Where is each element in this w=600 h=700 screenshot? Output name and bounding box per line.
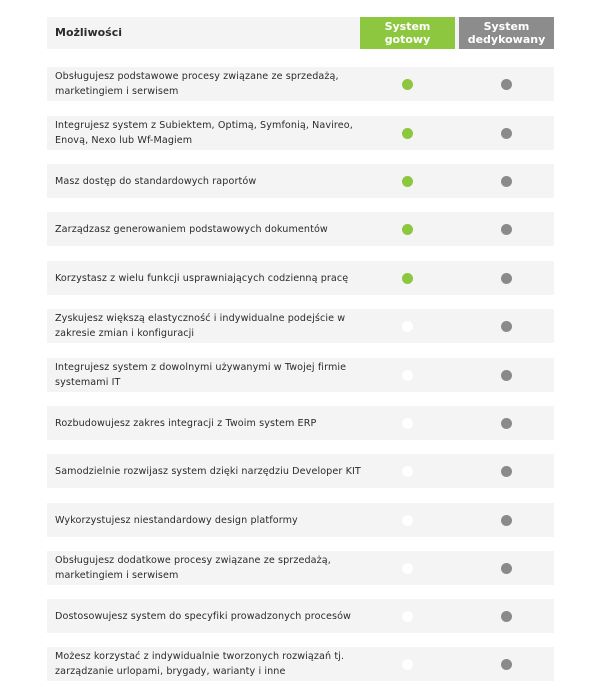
system-dedykowany-indicator <box>501 466 512 477</box>
table-row <box>47 503 554 537</box>
header-label: Możliwości <box>55 26 123 39</box>
column-header-line: System <box>384 20 431 33</box>
table-row <box>47 67 554 101</box>
system-gotowy-indicator <box>402 563 413 574</box>
table-row <box>47 599 554 633</box>
table-row <box>47 406 554 440</box>
system-dedykowany-indicator <box>501 659 512 670</box>
system-dedykowany-indicator <box>501 370 512 381</box>
system-gotowy-indicator <box>402 418 413 429</box>
table-row <box>47 164 554 198</box>
feature-text: Samodzielnie rozwijasz system dzięki narzędziu Developer KIT <box>55 465 361 477</box>
system-dedykowany-indicator <box>501 321 512 332</box>
system-dedykowany-indicator <box>501 563 512 574</box>
system-gotowy-indicator <box>402 659 413 670</box>
system-dedykowany-indicator <box>501 176 512 187</box>
system-gotowy-indicator <box>402 224 413 235</box>
table-row <box>47 212 554 246</box>
table-row <box>47 454 554 488</box>
feature-text: Dostosowujesz system do specyfiki prowadzonych procesów <box>55 610 351 622</box>
table-row <box>47 647 554 681</box>
system-dedykowany-indicator <box>501 273 512 284</box>
system-gotowy-indicator <box>402 466 413 477</box>
column-header-system-dedykowany <box>459 17 554 49</box>
system-dedykowany-indicator <box>501 515 512 526</box>
system-gotowy-indicator <box>402 321 413 332</box>
table-row <box>47 309 554 343</box>
system-dedykowany-indicator <box>501 611 512 622</box>
feature-text: Masz dostęp do standardowych raportów <box>55 175 257 187</box>
system-gotowy-indicator <box>402 611 413 622</box>
feature-text: Wykorzystujesz niestandardowy design platformy <box>55 514 298 526</box>
system-gotowy-indicator <box>402 370 413 381</box>
feature-text: Integrujesz system z dowolnymi używanymi w Twojej firmie systemami IT <box>55 362 347 388</box>
table-row <box>47 551 554 585</box>
system-dedykowany-indicator <box>501 418 512 429</box>
column-header-line: dedykowany <box>467 33 546 46</box>
comparison-header <box>47 17 554 49</box>
feature-text: Obsługujesz dodatkowe procesy związane ze sprzedażą, marketingiem i serwisem <box>55 555 331 581</box>
system-gotowy-indicator <box>402 273 413 284</box>
feature-text: Integrujesz system z Subiektem, Optimą, Symfonią, Navireo, Enovą, Nexo lub Wf-Magiem <box>55 120 353 146</box>
feature-text: Możesz korzystać z indywidualnie tworzonych rozwiązań tj. zarządzanie urlopami, brygady, warianty i inne <box>55 651 345 677</box>
system-gotowy-indicator <box>402 176 413 187</box>
table-row <box>47 358 554 392</box>
system-dedykowany-indicator <box>501 128 512 139</box>
column-header-line: System <box>483 20 530 33</box>
feature-text: Korzystasz z wielu funkcji usprawniających codzienną pracę <box>55 272 349 284</box>
system-gotowy-indicator <box>402 79 413 90</box>
feature-text: Obsługujesz podstawowe procesy związane ze sprzedażą, marketingiem i serwisem <box>55 71 339 97</box>
column-header-system-gotowy <box>360 17 455 49</box>
system-gotowy-indicator <box>402 515 413 526</box>
feature-text: Rozbudowujesz zakres integracji z Twoim system ERP <box>55 417 317 429</box>
feature-text: Zyskujesz większą elastyczność i indywidualne podejście w zakresie zmian i konfiguracji <box>55 313 346 339</box>
feature-text: Zarządzasz generowaniem podstawowych dokumentów <box>55 223 328 235</box>
system-dedykowany-indicator <box>501 224 512 235</box>
system-gotowy-indicator <box>402 128 413 139</box>
table-row <box>47 116 554 150</box>
system-dedykowany-indicator <box>501 79 512 90</box>
table-row <box>47 261 554 295</box>
column-header-line: gotowy <box>384 33 431 46</box>
